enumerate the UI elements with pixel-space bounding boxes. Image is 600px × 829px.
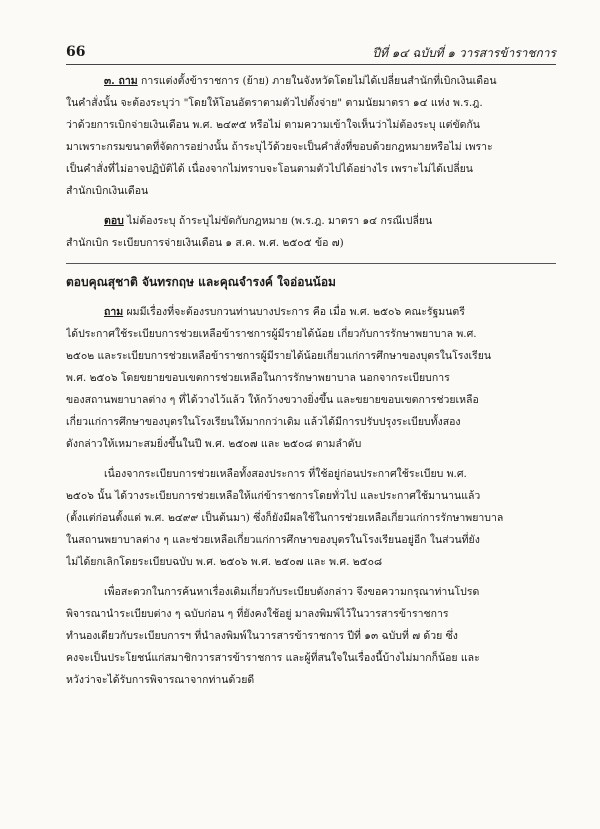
q4-p3-line-5: หวังว่าจะได้รับการพิจารณาจากท่านด้วยดี	[66, 674, 255, 686]
q4-line-2: ได้ประกาศใช้ระเบียบการช่วยเหลือข้าราชการผู้มีรายได้น้อย เกี่ยวกับการรักษาพยาบาล พ.ศ.	[66, 328, 477, 340]
q4-line-7: ดังกล่าวให้เหมาะสมยิ่งขึ้นในปี พ.ศ. ๒๕๐๗ และ ๒๕๐๘ ตามลำดับ	[66, 438, 362, 450]
q4-label: ถาม	[104, 306, 124, 318]
q4-p3-line-1: เพื่อสะดวกในการค้นหาเรื่องเดิมเกี่ยวกับระเบียบดังกล่าว จึงขอความกรุณาท่านโปรด	[104, 586, 480, 598]
q4-line-6: เกี่ยวแก่การศึกษาของบุตรในโรงเรียนให้มากกว่าเดิม แล้วได้มีการปรับปรุงระเบียบทั้งสอง	[66, 416, 461, 428]
q3-line-4: มาเพราะกรมขนาดที่จัดการอย่างนั้น ถ้าระบุไว้ด้วยจะเป็นคำสั่งที่ขอบด้วยกฎหมายหรือไม่ เพราะ	[66, 141, 493, 153]
a3-line-1	[66, 210, 556, 232]
q3-line-5: เป็นคำสั่งที่ไม่อาจปฏิบัติได้ เนื่องจากไม่ทราบจะโอนตามตัวไปได้อย่างไร เพราะไม่ได้เปลี่ยน	[66, 163, 473, 175]
q4-line-5: ของสถานพยาบาลต่าง ๆ ที่ได้วางไว้แล้ว ให้กว้างขวางยิ่งขึ้น และขยายขอบเขตการช่วยเหลือ	[66, 394, 479, 406]
q3-line-1	[66, 70, 556, 92]
page-number: 66	[66, 44, 86, 60]
page-header	[66, 44, 556, 60]
q4-p2-line-4: ในสถานพยาบาลต่าง ๆ และช่วยเหลือเกี่ยวแก่การศึกษาของบุตรในโรงเรียนอยู่อีก ในส่วนที่ยัง	[66, 534, 480, 546]
q4-text-1: ผมมีเรื่องที่จะต้องรบกวนท่านบางประการ คือ เมื่อ พ.ศ. ๒๕๐๖ คณะรัฐมนตรี	[126, 306, 465, 318]
q4-line-3: ๒๕๐๒ และระเบียบการช่วยเหลือข้าราชการผู้มีรายได้น้อยเกี่ยวแก่การศึกษาของบุตรในโรงเรียน	[66, 350, 492, 362]
q4-line-4: พ.ศ. ๒๕๐๖ โดยขยายขอบเขตการช่วยเหลือในการรักษาพยาบาล นอกจากระเบียบการ	[66, 372, 450, 384]
a3-line-2: สำนักเบิก ระเบียบการจ่ายเงินเดือน ๑ ส.ค. พ.ศ. ๒๕๐๕ ข้อ ๗)	[66, 237, 344, 249]
section-title: ตอบคุณสุชาติ จันทรกฤษ และคุณจำรงค์ ใจอ่อนน้อม	[66, 275, 336, 289]
q4-p2-line-3: (ตั้งแต่ก่อนตั้งแต่ พ.ศ. ๒๔๙๙ เป็นต้นมา) ซึ่งก็ยังมีผลใช้ในการช่วยเหลือเกี่ยวแก่การรักษาพยาบาล	[66, 512, 504, 524]
q3-line-6: สำนักเบิกเงินเดือน	[66, 185, 149, 197]
section-divider	[66, 263, 556, 264]
q4-p3-line-2: พิจารณานำระเบียบต่าง ๆ ฉบับก่อน ๆ ที่ยังคงใช้อยู่ มาลงพิมพ์ไว้ในวารสารข้าราชการ	[66, 608, 449, 620]
q4-p2-line-2: ๒๕๐๖ นั้น ได้วางระเบียบการช่วยเหลือให้แก่ข้าราชการโดยทั่วไป และประกาศใช้มานานแล้ว	[66, 490, 481, 502]
q3-label: ๓. ถาม	[104, 75, 138, 87]
q3-line-3: ว่าด้วยการเบิกจ่ายเงินเดือน พ.ศ. ๒๔๙๕ หรือไม่ ตามความเข้าใจเห็นว่าไม่ต้องระบุ แต่ขัดกัน	[66, 119, 480, 131]
q4-line-1	[66, 301, 556, 323]
q3-line-2: ในคำสั่งนั้น จะต้องระบุว่า "โดยให้โอนอัตราตามตัวไปตั้งจ่าย" ตามนัยมาตรา ๑๔ แห่ง พ.ร.ฎ.	[66, 97, 483, 109]
q4-p3-line-4: คงจะเป็นประโยชน์แก่สมาชิกวารสารข้าราชการ และผู้ที่สนใจในเรื่องนี้บ้างไม่มากก็น้อย และ	[66, 652, 480, 664]
q4-p2-line-1: เนื่องจากระเบียบการช่วยเหลือทั้งสองประการ ที่ใช้อยู่ก่อนประกาศใช้ระเบียบ พ.ศ.	[104, 468, 467, 480]
page-content	[66, 70, 556, 691]
q3-text-1: การแต่งตั้งข้าราชการ (ย้าย) ภายในจังหวัดโดยไม่ได้เปลี่ยนสำนักที่เบิกเงินเดือน	[141, 75, 497, 87]
a3-text-1: ไม่ต้องระบุ ถ้าระบุไม่ขัดกับกฎหมาย (พ.ร.ฎ. มาตรา ๑๔ กรณีเปลี่ยน	[127, 215, 433, 227]
a3-label: ตอบ	[104, 215, 124, 227]
q4-p3-line-3: ทำนองเดียวกับระเบียบการฯ ที่นำลงพิมพ์ในวารสารข้าราชการ ปีที่ ๑๓ ฉบับที่ ๗ ด้วย ซึ่ง	[66, 630, 458, 642]
q4-p2-line-5: ไม่ได้ยกเลิกโดยระเบียบฉบับ พ.ศ. ๒๕๐๖ พ.ศ. ๒๕๐๗ และ พ.ศ. ๒๕๐๘	[66, 556, 383, 568]
header-rule	[66, 64, 556, 65]
running-head: ปีที่ ๑๔ ฉบับที่ ๑ วารสารข้าราชการ	[372, 46, 556, 60]
